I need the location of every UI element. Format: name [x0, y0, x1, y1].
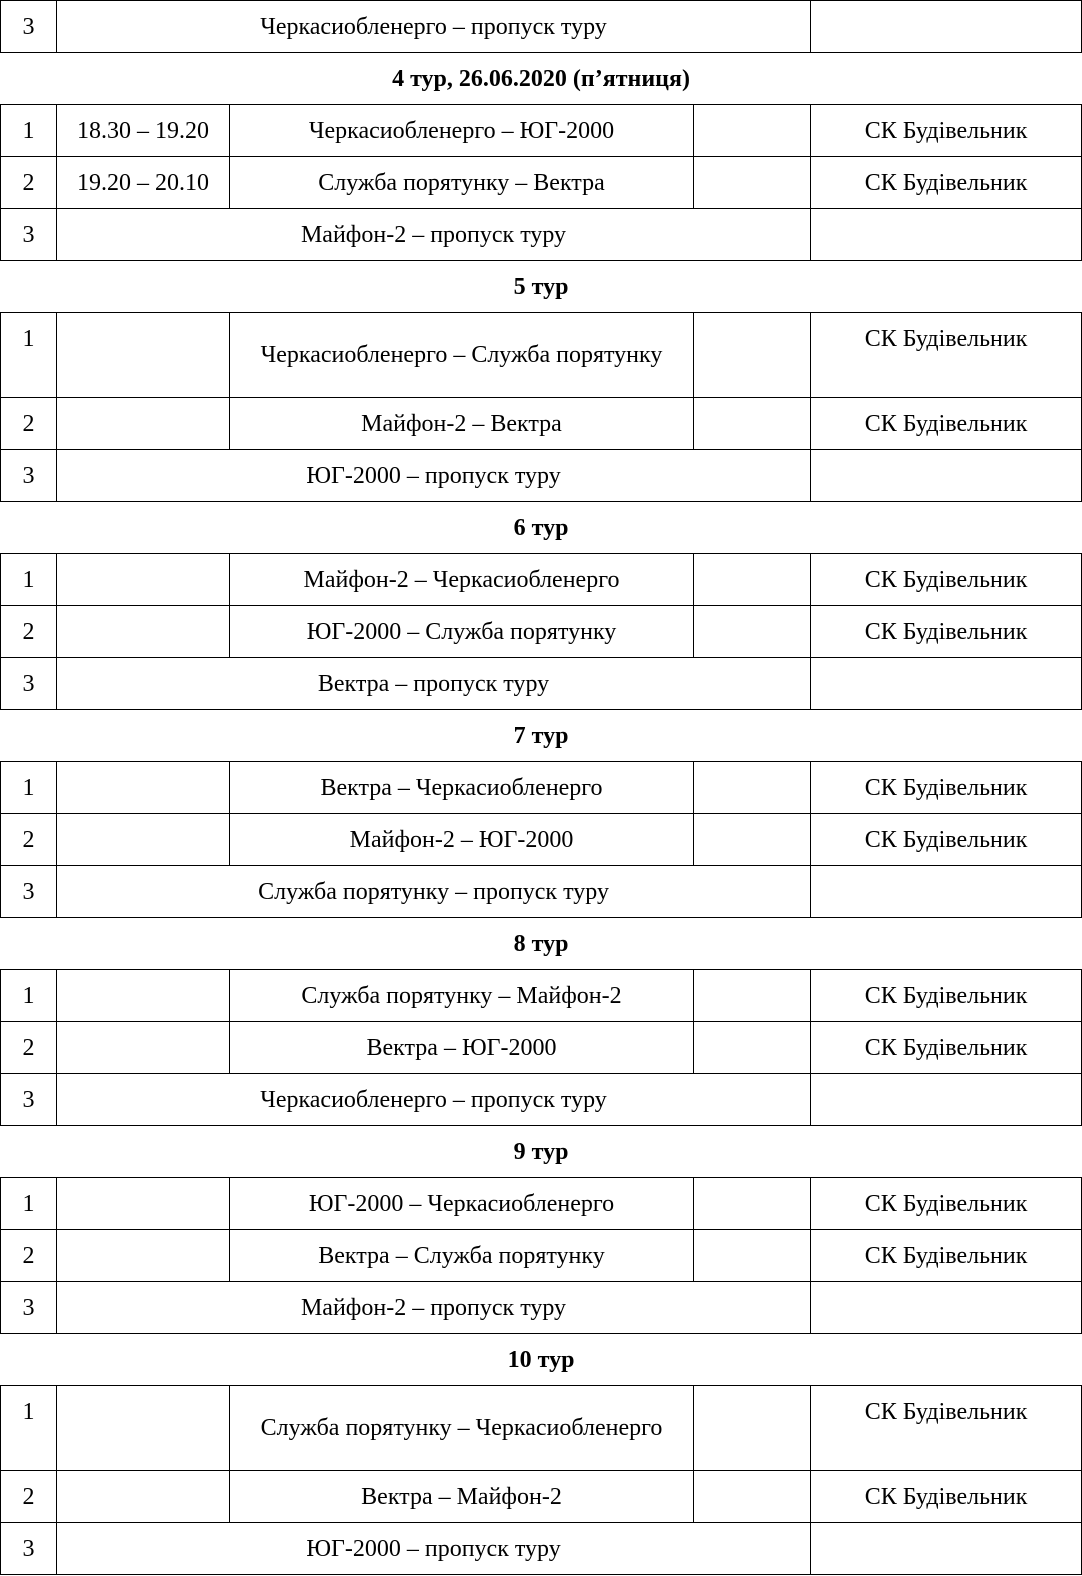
- empty-cell: [811, 450, 1082, 502]
- row-number: 1: [1, 313, 57, 398]
- match-venue: СК Будівельник: [811, 606, 1082, 658]
- match-time: 19.20 – 20.10: [57, 157, 230, 209]
- round-header-row: [1, 1126, 1082, 1178]
- bye-row: [1, 866, 1082, 918]
- match-teams: Служба порятунку – Майфон-2: [230, 970, 694, 1022]
- match-teams: Черкасиобленерго – ЮГ-2000: [230, 105, 694, 157]
- empty-cell: [694, 554, 811, 606]
- match-venue: СК Будівельник: [811, 1471, 1082, 1523]
- bye-text: Майфон-2 – пропуск туру: [57, 209, 811, 261]
- round-header-row: [1, 53, 1082, 105]
- row-number: 1: [1, 762, 57, 814]
- empty-cell: [811, 1, 1082, 53]
- match-teams: ЮГ-2000 – Служба порятунку: [230, 606, 694, 658]
- row-number: 3: [1, 209, 57, 261]
- row-number: 2: [1, 1230, 57, 1282]
- match-teams: Вектра – Майфон-2: [230, 1471, 694, 1523]
- round-title: 8 тур: [1, 918, 1082, 970]
- match-venue: СК Будівельник: [811, 157, 1082, 209]
- round-header-row: [1, 261, 1082, 313]
- bye-text: Майфон-2 – пропуск туру: [57, 1282, 811, 1334]
- match-teams: Майфон-2 – Черкасиобленерго: [230, 554, 694, 606]
- empty-cell: [694, 157, 811, 209]
- empty-cell: [694, 1178, 811, 1230]
- round-header-row: [1, 918, 1082, 970]
- empty-time-cell: [57, 1022, 230, 1074]
- match-row: [1, 1178, 1082, 1230]
- bye-row: [1, 209, 1082, 261]
- match-teams: ЮГ-2000 – Черкасиобленерго: [230, 1178, 694, 1230]
- row-number: 3: [1, 1282, 57, 1334]
- match-time: 18.30 – 19.20: [57, 105, 230, 157]
- empty-cell: [694, 1022, 811, 1074]
- round-title: 6 тур: [1, 502, 1082, 554]
- row-number: 1: [1, 105, 57, 157]
- bye-row: [1, 1074, 1082, 1126]
- match-row: [1, 970, 1082, 1022]
- round-title: 4 тур, 26.06.2020 (п’ятниця): [1, 53, 1082, 105]
- bye-row: [1, 658, 1082, 710]
- match-row: [1, 398, 1082, 450]
- row-number: 2: [1, 398, 57, 450]
- match-teams: Вектра – Черкасиобленерго: [230, 762, 694, 814]
- round-header-row: [1, 710, 1082, 762]
- empty-time-cell: [57, 1471, 230, 1523]
- row-number: 2: [1, 606, 57, 658]
- empty-time-cell: [57, 606, 230, 658]
- bye-text: Черкасиобленерго – пропуск туру: [57, 1, 811, 53]
- row-number: 2: [1, 157, 57, 209]
- row-number: 3: [1, 450, 57, 502]
- empty-cell: [694, 1471, 811, 1523]
- bye-text: Вектра – пропуск туру: [57, 658, 811, 710]
- empty-time-cell: [57, 1178, 230, 1230]
- match-venue: СК Будівельник: [811, 1230, 1082, 1282]
- empty-time-cell: [57, 554, 230, 606]
- match-teams: Майфон-2 – Вектра: [230, 398, 694, 450]
- schedule-body: [1, 1, 1082, 1575]
- empty-time-cell: [57, 398, 230, 450]
- match-row: [1, 606, 1082, 658]
- row-number: 3: [1, 1523, 57, 1575]
- empty-cell: [811, 866, 1082, 918]
- row-number: 2: [1, 1471, 57, 1523]
- match-venue: СК Будівельник: [811, 1178, 1082, 1230]
- match-row: [1, 762, 1082, 814]
- row-number: 1: [1, 1178, 57, 1230]
- match-row: [1, 157, 1082, 209]
- round-title: 7 тур: [1, 710, 1082, 762]
- match-teams: Майфон-2 – ЮГ-2000: [230, 814, 694, 866]
- match-venue: СК Будівельник: [811, 814, 1082, 866]
- empty-cell: [811, 1282, 1082, 1334]
- empty-time-cell: [57, 1230, 230, 1282]
- row-number: 2: [1, 1022, 57, 1074]
- empty-cell: [811, 209, 1082, 261]
- empty-cell: [694, 814, 811, 866]
- match-row: [1, 1230, 1082, 1282]
- match-row: [1, 313, 1082, 398]
- match-teams: Служба порятунку – Черкасиобленерго: [230, 1386, 694, 1471]
- match-venue: СК Будівельник: [811, 762, 1082, 814]
- empty-cell: [694, 1230, 811, 1282]
- empty-cell: [694, 762, 811, 814]
- match-row: [1, 554, 1082, 606]
- match-row: [1, 1022, 1082, 1074]
- round-title: 9 тур: [1, 1126, 1082, 1178]
- match-teams: Вектра – Служба порятунку: [230, 1230, 694, 1282]
- match-venue: СК Будівельник: [811, 313, 1082, 398]
- empty-cell: [694, 398, 811, 450]
- bye-row: [1, 1282, 1082, 1334]
- match-teams: Служба порятунку – Вектра: [230, 157, 694, 209]
- row-number: 1: [1, 970, 57, 1022]
- bye-text: ЮГ-2000 – пропуск туру: [57, 1523, 811, 1575]
- match-venue: СК Будівельник: [811, 1386, 1082, 1471]
- match-teams: Вектра – ЮГ-2000: [230, 1022, 694, 1074]
- bye-row: [1, 1, 1082, 53]
- match-row: [1, 814, 1082, 866]
- match-venue: СК Будівельник: [811, 105, 1082, 157]
- bye-text: Служба порятунку – пропуск туру: [57, 866, 811, 918]
- round-header-row: [1, 1334, 1082, 1386]
- match-venue: СК Будівельник: [811, 970, 1082, 1022]
- empty-time-cell: [57, 1386, 230, 1471]
- bye-row: [1, 1523, 1082, 1575]
- empty-cell: [811, 1523, 1082, 1575]
- empty-cell: [811, 1074, 1082, 1126]
- match-venue: СК Будівельник: [811, 554, 1082, 606]
- empty-cell: [694, 970, 811, 1022]
- empty-cell: [694, 606, 811, 658]
- bye-text: Черкасиобленерго – пропуск туру: [57, 1074, 811, 1126]
- match-row: [1, 1471, 1082, 1523]
- round-title: 10 тур: [1, 1334, 1082, 1386]
- round-title: 5 тур: [1, 261, 1082, 313]
- round-header-row: [1, 502, 1082, 554]
- empty-time-cell: [57, 814, 230, 866]
- row-number: 3: [1, 1074, 57, 1126]
- match-row: [1, 105, 1082, 157]
- bye-row: [1, 450, 1082, 502]
- row-number: 3: [1, 866, 57, 918]
- match-venue: СК Будівельник: [811, 398, 1082, 450]
- row-number: 2: [1, 814, 57, 866]
- empty-time-cell: [57, 313, 230, 398]
- row-number: 1: [1, 1386, 57, 1471]
- empty-time-cell: [57, 762, 230, 814]
- empty-time-cell: [57, 970, 230, 1022]
- row-number: 3: [1, 658, 57, 710]
- match-teams: Черкасиобленерго – Служба порятунку: [230, 313, 694, 398]
- row-number: 1: [1, 554, 57, 606]
- empty-cell: [811, 658, 1082, 710]
- match-row: [1, 1386, 1082, 1471]
- bye-text: ЮГ-2000 – пропуск туру: [57, 450, 811, 502]
- empty-cell: [694, 1386, 811, 1471]
- empty-cell: [694, 313, 811, 398]
- empty-cell: [694, 105, 811, 157]
- match-venue: СК Будівельник: [811, 1022, 1082, 1074]
- row-number: 3: [1, 1, 57, 53]
